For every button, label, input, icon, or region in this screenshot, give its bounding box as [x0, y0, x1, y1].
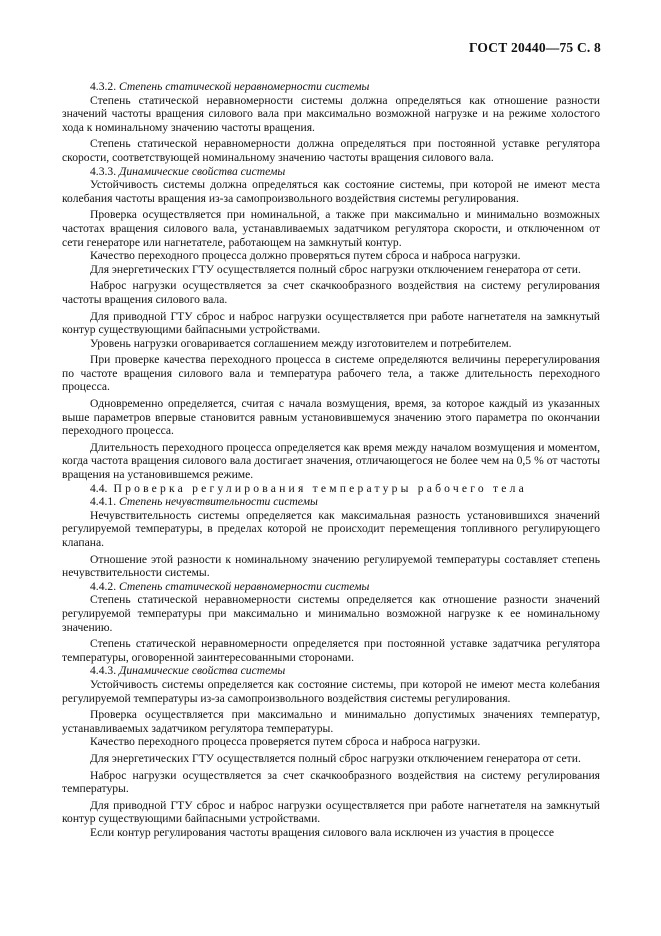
paragraph: Если контур регулирования частоты вращения силового вала исключен из участия в процессе: [90, 825, 555, 839]
section-heading-4-3-2: 4.3.2. Степень статической неравномерности системы: [90, 80, 370, 93]
document-body: [62, 80, 600, 839]
paragraph: Нечувствительность системы определяется как максимальная разность установившихся значений регулируемой температуры, в пределах которой не происходит перемещения топливного регулирующего клапана.: [62, 508, 600, 549]
paragraph: Длительность переходного процесса определяется как время между началом возмущения и моментом, когда частота вращения силового вала достигает значения, отличающегося не более чем на 0,5 % от частоты вращения на установившемся режиме.: [62, 440, 600, 482]
paragraph: Для приводной ГТУ сброс и наброс нагрузки осуществляется при работе нагнетателя на замкнутый контур существующими байпасными устройствами.: [62, 798, 600, 826]
page-header: ГОСТ 20440—75 С. 8: [468, 40, 601, 55]
paragraph: Проверка осуществляется при номинальной, а также при максимально и минимально возможных частотах вращения силового вала, устанавливаемых задатчиком регулятора скорости, и отключенном от сети генераторе или нагнетателе, работающем на замкнутый контур.: [62, 208, 600, 249]
paragraph: Степень статической неравномерности системы должна определяться как отношение разности значений частоты вращения силового вала при максимально возможной нагрузке и на режиме холостого хода к номинальному значению частоты вращения.: [62, 93, 600, 134]
paragraph: Степень статической неравномерности определяется при постоянной уставке задатчика регулятора температуры, оговоренной заинтересованными сторонами.: [62, 637, 600, 664]
paragraph: Одновременно определяется, считая с начала возмущения, время, за которое каждый из указанных выше параметров впервые становится равным установившемуся значению этого параметра по окончании переходного процесса.: [62, 397, 600, 438]
paragraph: Степень статической неравномерности должна определяться при постоянной уставке регулятора скорости, соответствующей номинальному значению частоты вращения силового вала.: [62, 137, 600, 164]
paragraph: Отношение этой разности к номинальному значению регулируемой температуры составляет степень нечувствительности системы.: [62, 552, 600, 580]
section-heading-4-4: 4.4. Проверка регулирования температуры рабочего тела: [90, 481, 527, 495]
paragraph: Для энергетических ГТУ осуществляется полный сброс нагрузки отключением генератора от сети.: [90, 751, 581, 765]
paragraph: Качество переходного процесса проверяется путем сброса и наброса нагрузки.: [90, 735, 481, 749]
paragraph: Уровень нагрузки оговаривается соглашением между изготовителем и потребителем.: [90, 336, 512, 350]
paragraph: При проверке качества переходного процесса в системе определяются величины перерегулирования по частоте вращения силового вала и температура рабочего тела, а также длительность переходного процесса.: [62, 353, 600, 394]
paragraph: Степень статической неравномерности системы определяется как отношение разности значений регулируемой температуры при максимально и минимально возможной нагрузке к ее номинальному значению.: [62, 593, 600, 634]
paragraph: Устойчивость системы определяется как состояние системы, при которой не имеют места колебания регулируемой температуры из-за самопроизвольного воздействия системы регулирования.: [62, 677, 600, 705]
paragraph: Качество переходного процесса должно проверяться путем сброса и наброса нагрузки.: [90, 249, 521, 263]
paragraph: Проверка осуществляется при максимально и минимально допустимых значениях температур, устанавливаемых задатчиком регулятора температуры.: [62, 708, 600, 735]
section-heading-4-4-2: 4.4.2. Степень статической неравномерности системы: [90, 579, 370, 593]
paragraph: Устойчивость системы должна определяться как состояние системы, при которой не имеют места колебания частоты вращения из-за самопроизвольного воздействия системы регулирования.: [62, 178, 600, 205]
paragraph: Для энергетических ГТУ осуществляется полный сброс нагрузки отключением генератора от сети.: [90, 262, 581, 276]
paragraph: Наброс нагрузки осуществляется за счет скачкообразного воздействия на систему регулирования частоты вращения силового вала.: [62, 279, 600, 306]
section-heading-4-4-1: 4.4.1. Степень нечувствительности системы: [90, 495, 318, 509]
section-heading-4-4-3: 4.4.3. Динамические свойства системы: [90, 664, 286, 678]
paragraph: Наброс нагрузки осуществляется за счет скачкообразного воздействия на систему регулирования температуры.: [62, 768, 600, 796]
paragraph: Для приводной ГТУ сброс и наброс нагрузки осуществляется при работе нагнетателя на замкнутый контур существующими байпасными устройствами.: [62, 309, 600, 337]
section-heading-4-3-3: 4.3.3. Динамические свойства системы: [90, 164, 286, 178]
